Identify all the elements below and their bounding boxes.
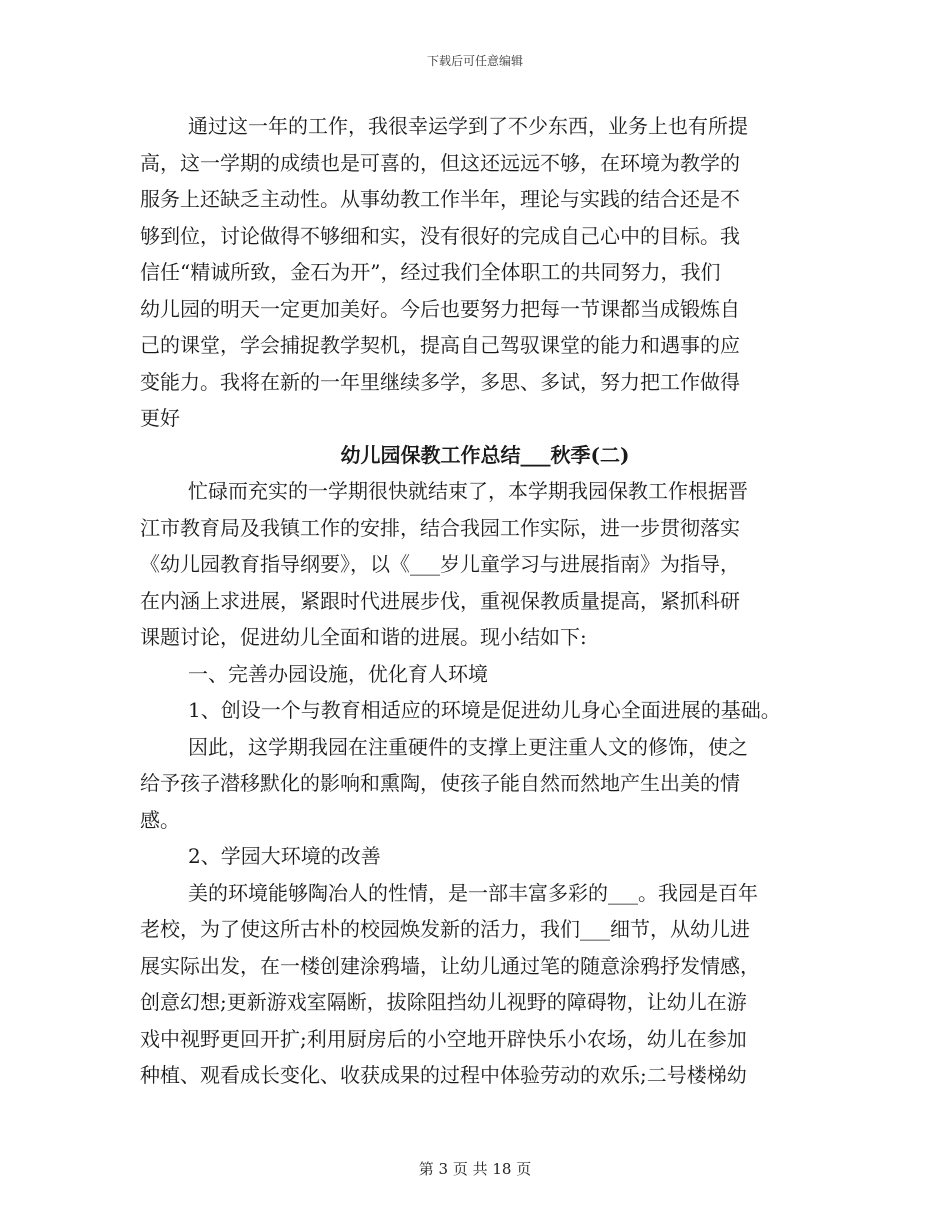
text-line: 创意幻想;更新游戏室隔断，拔除阻挡幼儿视野的障碍物，让幼儿在游 — [140, 990, 747, 1014]
section-title: 幼儿园保教工作总结___秋季(二) — [340, 442, 630, 467]
text-line: 幼儿园的明天一定更加美好。今后也要努力把每一节课都当成锻炼自 — [140, 296, 740, 321]
text-line: 因此，这学期我园在注重硬件的支撑上更注重人文的修饰，使之 — [188, 734, 748, 759]
text-line: 变能力。我将在新的一年里继续多学，多思、多试，努力把工作做得 — [140, 369, 740, 394]
paragraph-group-2 — [140, 473, 810, 1094]
text-line: 更好 — [140, 406, 180, 430]
text-line: 在内涵上求进展，紧跟时代进展步伐，重视保教质量提高，紧抓科研 — [140, 588, 740, 613]
text-line: 江市教育局及我镇工作的安排，结合我园工作实际，进一步贯彻落实 — [140, 515, 740, 540]
text-line: 种植、观看成长变化、收获成果的过程中体验劳动的欢乐;二号楼梯幼 — [140, 1063, 747, 1087]
text-line: 美的环境能够陶冶人的性情，是一部丰富多彩的___。我园是百年 — [188, 880, 758, 905]
text-line: 《幼儿园教育指导纲要》，以《___岁儿童学习与进展指南》为指导， — [140, 552, 740, 576]
text-line: 给予孩子潜移默化的影响和熏陶，使孩子能自然而然地产生出美的情 — [140, 771, 740, 795]
text-line: 服务上还缺乏主动性。从事幼教工作半年，理论与实践的结合还是不 — [140, 187, 740, 211]
text-line: 信任“精诚所致，金石为开”，经过我们全体职工的共同努力，我们 — [140, 260, 721, 284]
text-line: 1、创设一个与教育相适应的环境是促进幼儿身心全面进展的基础。 — [188, 698, 781, 722]
text-line: 一、完善办园设施，优化育人环境 — [188, 661, 488, 686]
page-header: 下载后可任意编辑 — [426, 54, 523, 68]
text-line: 戏中视野更回开扩;利用厨房后的小空地开辟快乐小农场，幼儿在参加 — [140, 1026, 747, 1051]
text-line: 感。 — [140, 807, 180, 832]
text-line: 忙碌而充实的一学期很快就结束了，本学期我园保教工作根据晋 — [188, 479, 748, 503]
text-line: 高，这一学期的成绩也是可喜的，但这还远远不够，在环境为教学的 — [140, 150, 740, 175]
text-line: 展实际出发，在一楼创建涂鸦墙，让幼儿通过笔的随意涂鸦抒发情感， — [140, 953, 760, 978]
document-body — [140, 108, 810, 1094]
text-line: 够到位，讨论做得不够细和实，没有很好的完成自己心中的目标。我 — [140, 223, 740, 248]
text-line: 通过这一年的工作，我很幸运学到了不少东西，业务上也有所提 — [188, 114, 748, 138]
page-footer: 第 3 页 共 18 页 — [418, 1160, 532, 1178]
text-line: 老校，为了使这所古朴的校园焕发新的活力，我们___细节，从幼儿进 — [140, 917, 750, 941]
text-line: 2、学园大环境的改善 — [188, 844, 381, 868]
paragraph-group-1 — [140, 108, 810, 437]
text-line: 己的课堂，学会捕捉教学契机，提高自己驾驭课堂的能力和遇事的应 — [140, 333, 740, 357]
text-line: 课题讨论，促进幼儿全面和谐的进展。现小结如下: — [140, 625, 587, 649]
